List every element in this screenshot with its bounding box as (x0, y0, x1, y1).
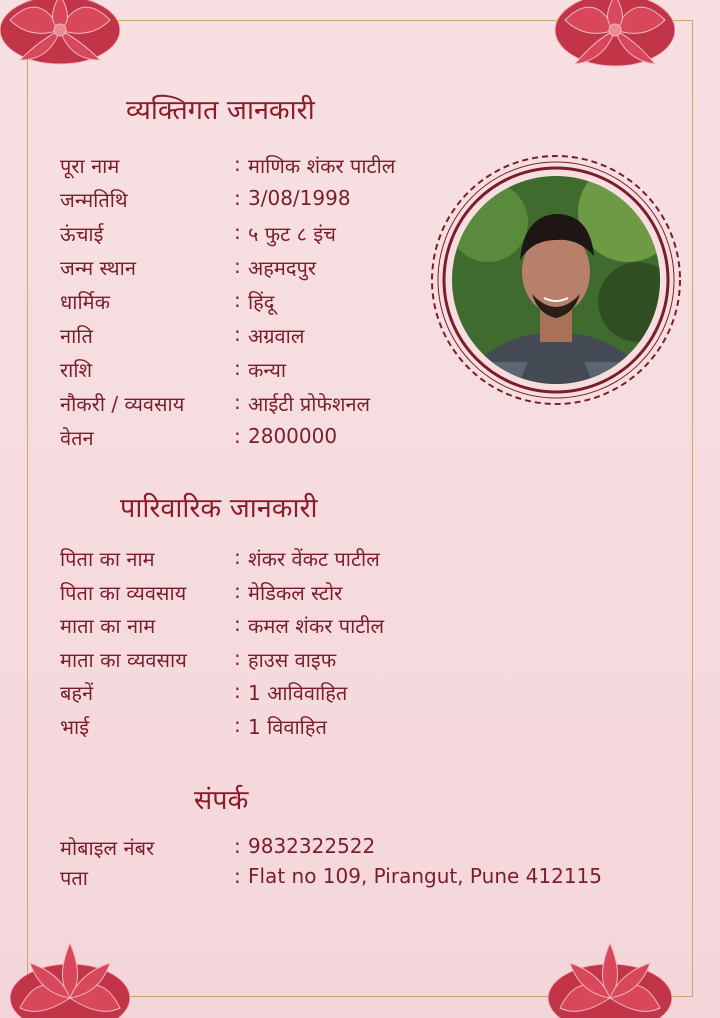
colon-separator: : (234, 152, 241, 176)
colon-separator: : (234, 679, 241, 703)
colon-separator: : (234, 254, 241, 278)
family-row-label: माता का व्यवसाय (60, 647, 187, 672)
contact-section-title: संपर्क (194, 785, 249, 816)
colon-separator: : (234, 834, 241, 858)
personal-row-value: 2800000 (248, 424, 338, 448)
personal-section-title: व्यक्तिगत जानकारी (126, 95, 315, 126)
family-row-value: 1 आविवाहित (248, 681, 348, 705)
family-row-label: पिता का व्यवसाय (60, 580, 187, 605)
colon-separator: : (234, 545, 241, 569)
contact-row-value: Flat no 109, Pirangut, Pune 412115 (248, 864, 603, 888)
contact-row-label: पता (60, 866, 88, 890)
colon-separator: : (234, 288, 241, 312)
contact-row-value: 9832322522 (248, 834, 376, 858)
contact-row-label: मोबाइल नंबर (60, 836, 155, 860)
personal-row-label: जन्म स्थान (60, 256, 136, 280)
personal-row-value: आईटी प्रोफेशनल (248, 392, 371, 416)
family-row-label: पिता का नाम (60, 547, 155, 571)
family-row-value: हाउस वाइफ (248, 647, 337, 672)
flower-bottom-left-icon (0, 938, 130, 1018)
personal-row-label: नाति (60, 324, 93, 348)
personal-row-label: जन्मतिथि (60, 188, 128, 212)
family-row-label: माता का नाम (60, 614, 156, 638)
personal-row-label: पूरा नाम (60, 154, 120, 178)
colon-separator: : (234, 612, 241, 636)
personal-row-value: हिंदू (248, 290, 275, 314)
personal-row-value: अहमदपुर (248, 256, 317, 280)
colon-separator: : (234, 356, 241, 380)
colon-separator: : (234, 645, 241, 670)
family-row-label: बहनें (60, 681, 94, 705)
colon-separator: : (234, 712, 241, 737)
family-row-value: शंकर वेंकट पाटील (248, 547, 380, 571)
colon-separator: : (234, 186, 241, 210)
colon-separator: : (234, 864, 241, 888)
personal-row-value: कन्या (248, 358, 287, 382)
colon-separator: : (234, 220, 241, 244)
family-row-value: मेडिकल स्टोर (248, 580, 343, 605)
family-row-value: कमल शंकर पाटील (248, 614, 385, 638)
colon-separator: : (234, 322, 241, 346)
flower-top-left-icon (0, 0, 130, 80)
personal-row-label: धार्मिक (60, 290, 110, 314)
personal-row-value: अग्रवाल (248, 324, 305, 348)
personal-row-label: ऊंचाई (60, 222, 104, 246)
personal-row-value: ५ फुट ८ इंच (248, 222, 336, 246)
profile-photo-icon (428, 152, 684, 408)
personal-row-label: वेतन (60, 426, 94, 450)
family-row-value: 1 विवाहित (248, 714, 327, 739)
profile-photo-frame (428, 152, 684, 408)
personal-row-value: 3/08/1998 (248, 186, 351, 210)
colon-separator: : (234, 424, 241, 448)
family-section-title: पारिवारिक जानकारी (120, 493, 318, 524)
flower-top-right-icon (545, 0, 675, 80)
colon-separator: : (234, 578, 241, 603)
personal-row-value: माणिक शंकर पाटील (248, 154, 396, 178)
flower-bottom-right-icon (545, 938, 675, 1018)
personal-row-label: राशि (60, 358, 93, 382)
personal-row-label: नौकरी / व्यवसाय (60, 392, 185, 416)
family-row-label: भाई (60, 714, 90, 739)
colon-separator: : (234, 390, 241, 414)
